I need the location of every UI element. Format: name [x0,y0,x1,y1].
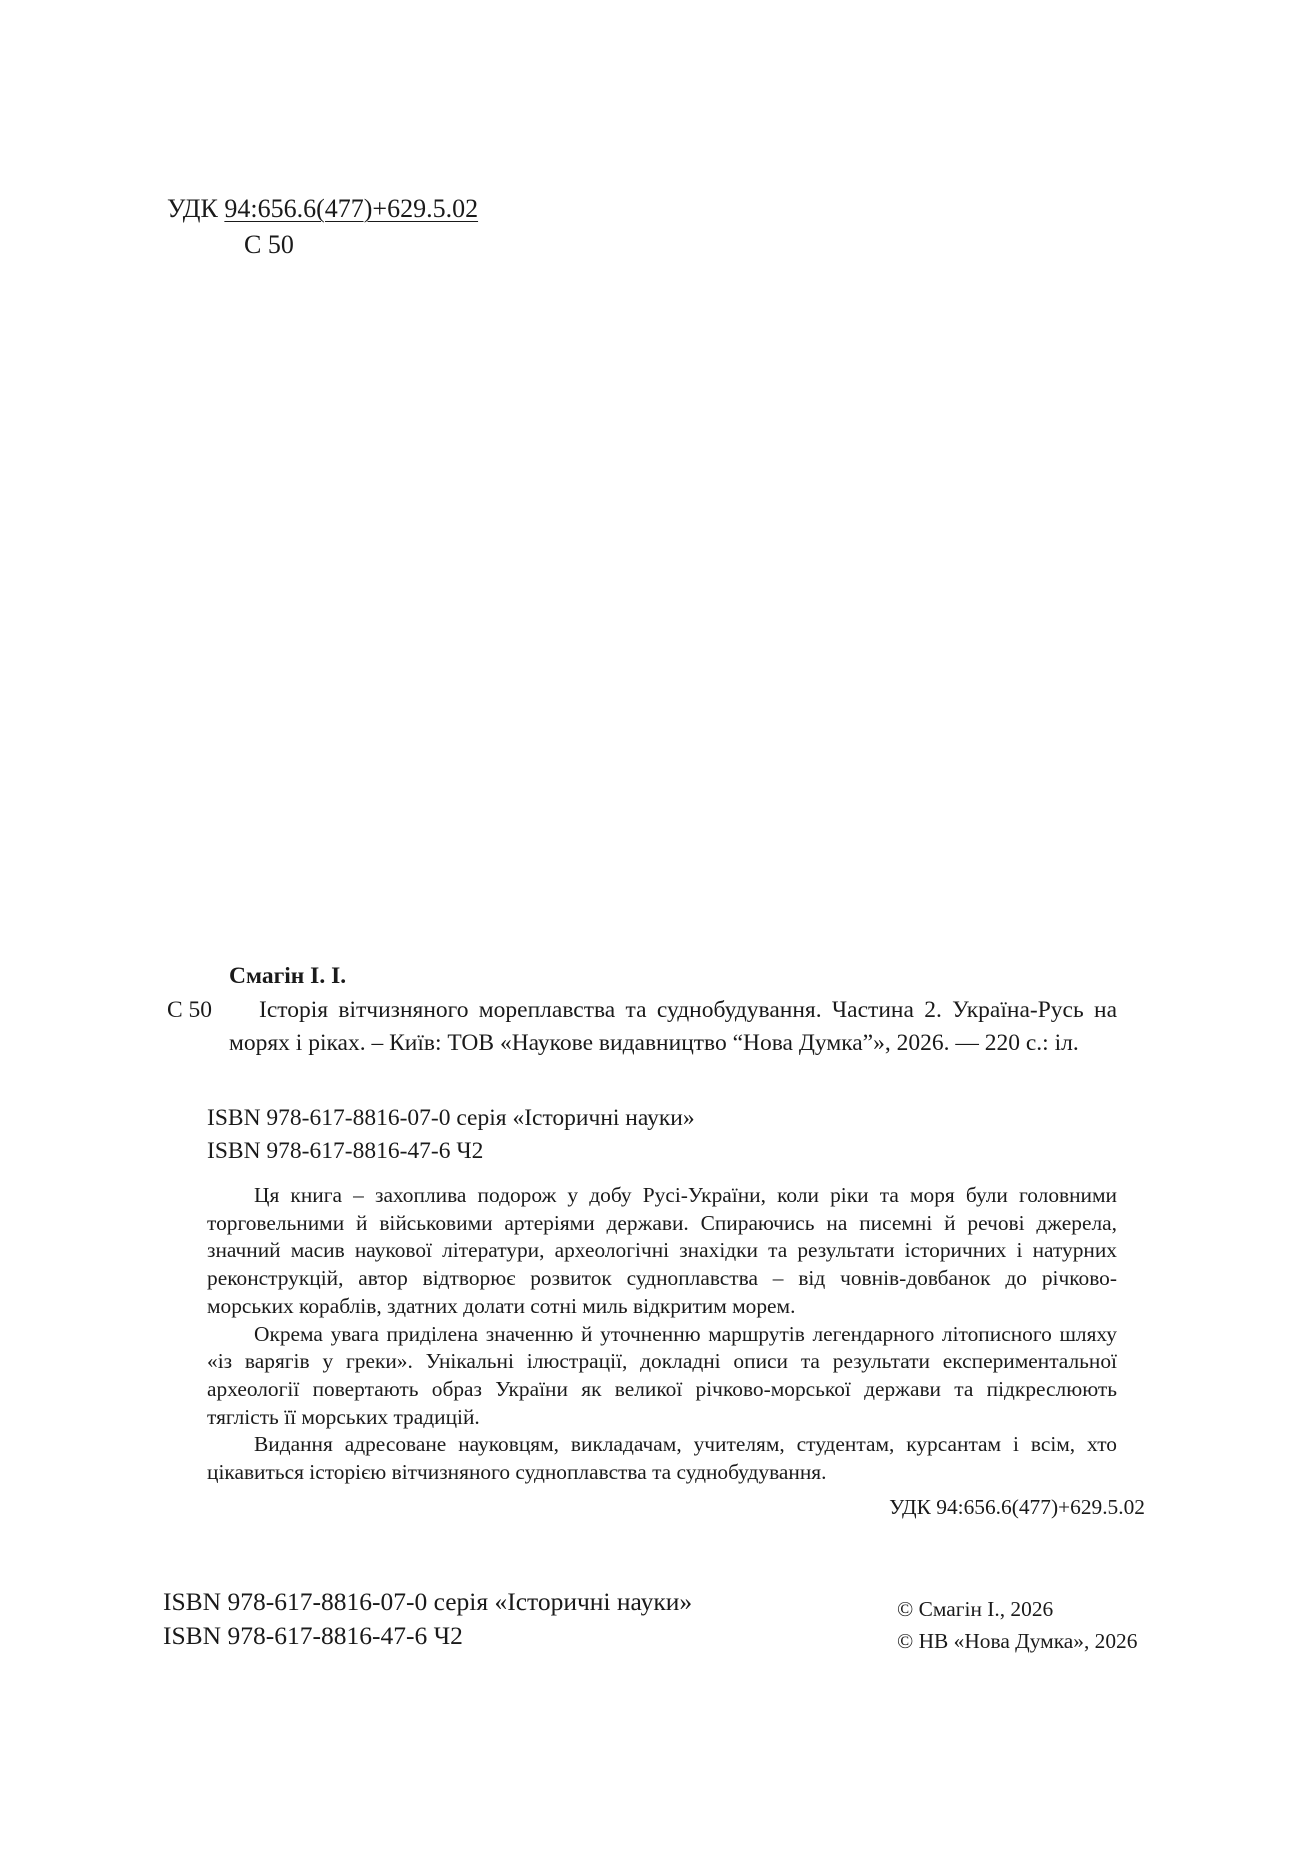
abstract [207,1182,1117,1487]
author-name: Смагін І. І. [229,963,347,989]
copyright-block [897,1593,1137,1657]
footer-isbn-line: ISBN 978-617-8816-07-0 серія «Історичні науки» [163,1587,693,1616]
footer-isbn-list [163,1585,692,1653]
isbn-line: ISBN 978-617-8816-07-0 серія «Історичні науки» [207,1105,695,1131]
udc-label: УДК [167,194,218,223]
abstract-paragraph: Ця книга – захоплива подорож у добу Русі-України, коли ріки та моря були головними торговельними й військовими артеріями держави. Спираючись на писемні й речові джерела, значний масив наукової літератури, археологічні знахідки та результати історичних і натурних реконструкцій, автор відтворює розвиток судноплавства – від човнів-довбанок до річково-морських кораблів, здатних долати сотні миль відкритим морем. [207,1183,1117,1318]
abstract-paragraph: Окрема увага приділена значенню й уточненню маршрутів легендарного літописного шляху «із варягів у греки». Унікальні ілюстрації, докладні описи та результати експериментальної археології повертають образ України як великої річково-морської держави та підкреслюють тяглість її морських традицій. [207,1321,1117,1429]
footer-isbn-line: ISBN 978-617-8816-47-6 Ч2 [163,1621,463,1650]
title-description: Історія вітчизняного мореплавства та суднобудування. Частина 2. Україна-Русь на морях і ріках. – Київ: ТОВ «Наукове видавництво “Нова Думка”», 2026. — 220 с.: іл. [229,997,1117,1056]
abstract-paragraph: Видання адресоване науковцям, викладачам, учителям, студентам, курсантам і всім, хто цікавиться історією вітчизняного судноплавства та суднобудування. [207,1432,1117,1485]
udc-full: УДК 94:656.6(477)+629.5.02 [889,1495,1145,1519]
copyright-line: © Смагін І., 2026 [897,1597,1054,1621]
isbn-list [207,1102,695,1168]
author-sign-header: С 50 [244,230,294,259]
copyright-line: © НВ «Нова Думка», 2026 [897,1629,1138,1653]
udc-code: 94:656.6(477)+629.5.02 [224,194,479,223]
author-sign: С 50 [167,997,213,1023]
isbn-line: ISBN 978-617-8816-47-6 Ч2 [207,1138,484,1164]
udc-header [167,192,478,226]
